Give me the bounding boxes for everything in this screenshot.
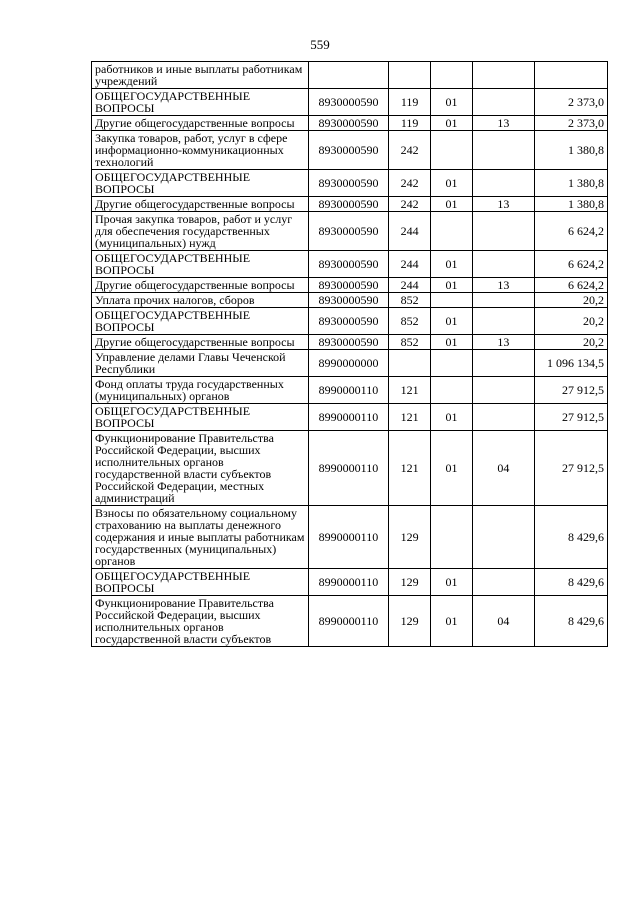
expense-name-cell: Функционирование Правительства Российской Федерации, высших исполнительных органов государственной власти субъектов Российской Федерации, местных администраций [92,431,309,506]
target-code-cell: 8930000590 [308,89,389,116]
target-code-cell [308,62,389,89]
expense-name-cell: Другие общегосударственные вопросы [92,278,309,293]
expense-type-cell: 244 [389,278,431,293]
target-code-cell: 8930000590 [308,251,389,278]
amount-cell: 1 096 134,5 [534,350,607,377]
amount-cell [534,62,607,89]
target-code-cell: 8990000110 [308,596,389,647]
subsection-cell [472,569,534,596]
subsection-cell [472,212,534,251]
section-cell: 01 [431,308,473,335]
amount-cell: 6 624,2 [534,251,607,278]
section-cell: 01 [431,251,473,278]
expense-name-cell: ОБЩЕГОСУДАРСТВЕННЫЕ ВОПРОСЫ [92,569,309,596]
table-row [92,212,608,251]
table-row [92,350,608,377]
table-row [92,377,608,404]
table-row [92,170,608,197]
expense-type-cell: 121 [389,404,431,431]
target-code-cell: 8990000110 [308,506,389,569]
subsection-cell: 13 [472,335,534,350]
table-row [92,596,608,647]
table-row [92,116,608,131]
expense-type-cell: 244 [389,212,431,251]
section-cell: 01 [431,197,473,212]
subsection-cell [472,62,534,89]
table-row [92,131,608,170]
expense-type-cell: 119 [389,89,431,116]
amount-cell: 8 429,6 [534,569,607,596]
target-code-cell: 8930000590 [308,278,389,293]
expense-type-cell: 129 [389,596,431,647]
section-cell: 01 [431,278,473,293]
expense-type-cell: 242 [389,170,431,197]
section-cell [431,212,473,251]
subsection-cell: 04 [472,596,534,647]
target-code-cell: 8930000590 [308,335,389,350]
budget-table [91,61,608,647]
amount-cell: 8 429,6 [534,506,607,569]
table-row [92,278,608,293]
expense-name-cell: ОБЩЕГОСУДАРСТВЕННЫЕ ВОПРОСЫ [92,404,309,431]
expense-type-cell: 852 [389,293,431,308]
expense-type-cell: 121 [389,431,431,506]
expense-name-cell: ОБЩЕГОСУДАРСТВЕННЫЕ ВОПРОСЫ [92,89,309,116]
expense-name-cell: ОБЩЕГОСУДАРСТВЕННЫЕ ВОПРОСЫ [92,308,309,335]
amount-cell: 20,2 [534,335,607,350]
section-cell: 01 [431,431,473,506]
expense-name-cell: ОБЩЕГОСУДАРСТВЕННЫЕ ВОПРОСЫ [92,251,309,278]
expense-name-cell: работников и иные выплаты работникам учреждений [92,62,309,89]
expense-name-cell: Взносы по обязательному социальному страхованию на выплаты денежного содержания и иные выплаты работникам государственных (муниципальных) органов [92,506,309,569]
expense-type-cell: 242 [389,131,431,170]
table-row [92,308,608,335]
target-code-cell: 8930000590 [308,212,389,251]
amount-cell: 27 912,5 [534,404,607,431]
target-code-cell: 8990000110 [308,431,389,506]
expense-type-cell: 121 [389,377,431,404]
expense-type-cell: 244 [389,251,431,278]
expense-type-cell: 129 [389,506,431,569]
amount-cell: 6 624,2 [534,212,607,251]
expense-type-cell: 852 [389,308,431,335]
target-code-cell: 8930000590 [308,116,389,131]
section-cell [431,293,473,308]
amount-cell: 2 373,0 [534,116,607,131]
expense-name-cell: Функционирование Правительства Российской Федерации, высших исполнительных органов государственной власти субъектов [92,596,309,647]
section-cell: 01 [431,116,473,131]
section-cell: 01 [431,596,473,647]
subsection-cell [472,377,534,404]
expense-name-cell: Другие общегосударственные вопросы [92,335,309,350]
amount-cell: 1 380,8 [534,197,607,212]
target-code-cell: 8990000110 [308,404,389,431]
target-code-cell: 8990000000 [308,350,389,377]
expense-type-cell: 852 [389,335,431,350]
amount-cell: 6 624,2 [534,278,607,293]
subsection-cell: 04 [472,431,534,506]
expense-type-cell [389,350,431,377]
subsection-cell [472,89,534,116]
expense-name-cell: ОБЩЕГОСУДАРСТВЕННЫЕ ВОПРОСЫ [92,170,309,197]
subsection-cell [472,404,534,431]
amount-cell: 27 912,5 [534,377,607,404]
amount-cell: 20,2 [534,308,607,335]
budget-table-body [92,62,608,647]
subsection-cell: 13 [472,116,534,131]
expense-name-cell: Закупка товаров, работ, услуг в сфере информационно-коммуникационных технологий [92,131,309,170]
table-row [92,293,608,308]
expense-type-cell [389,62,431,89]
table-row [92,89,608,116]
expense-name-cell: Прочая закупка товаров, работ и услуг для обеспечения государственных (муниципальных) нужд [92,212,309,251]
table-row [92,335,608,350]
page-number: 559 [310,37,330,52]
table-row [92,404,608,431]
subsection-cell [472,308,534,335]
table-row [92,431,608,506]
subsection-cell [472,350,534,377]
subsection-cell: 13 [472,278,534,293]
table-row [92,197,608,212]
target-code-cell: 8930000590 [308,170,389,197]
target-code-cell: 8930000590 [308,197,389,212]
subsection-cell [472,506,534,569]
target-code-cell: 8930000590 [308,131,389,170]
amount-cell: 20,2 [534,293,607,308]
section-cell: 01 [431,404,473,431]
amount-cell: 2 373,0 [534,89,607,116]
subsection-cell [472,170,534,197]
table-row [92,62,608,89]
section-cell [431,377,473,404]
expense-name-cell: Другие общегосударственные вопросы [92,197,309,212]
amount-cell: 1 380,8 [534,131,607,170]
target-code-cell: 8990000110 [308,569,389,596]
section-cell: 01 [431,89,473,116]
section-cell [431,131,473,170]
table-row [92,251,608,278]
section-cell: 01 [431,569,473,596]
target-code-cell: 8930000590 [308,308,389,335]
amount-cell: 8 429,6 [534,596,607,647]
expense-name-cell: Фонд оплаты труда государственных (муниципальных) органов [92,377,309,404]
expense-name-cell: Другие общегосударственные вопросы [92,116,309,131]
target-code-cell: 8990000110 [308,377,389,404]
expense-type-cell: 129 [389,569,431,596]
subsection-cell [472,131,534,170]
subsection-cell [472,251,534,278]
section-cell: 01 [431,335,473,350]
expense-name-cell: Уплата прочих налогов, сборов [92,293,309,308]
amount-cell: 1 380,8 [534,170,607,197]
table-row [92,506,608,569]
expense-type-cell: 242 [389,197,431,212]
subsection-cell: 13 [472,197,534,212]
section-cell: 01 [431,170,473,197]
target-code-cell: 8930000590 [308,293,389,308]
expense-name-cell: Управление делами Главы Чеченской Республики [92,350,309,377]
section-cell [431,62,473,89]
section-cell [431,506,473,569]
amount-cell: 27 912,5 [534,431,607,506]
subsection-cell [472,293,534,308]
expense-type-cell: 119 [389,116,431,131]
section-cell [431,350,473,377]
table-row [92,569,608,596]
